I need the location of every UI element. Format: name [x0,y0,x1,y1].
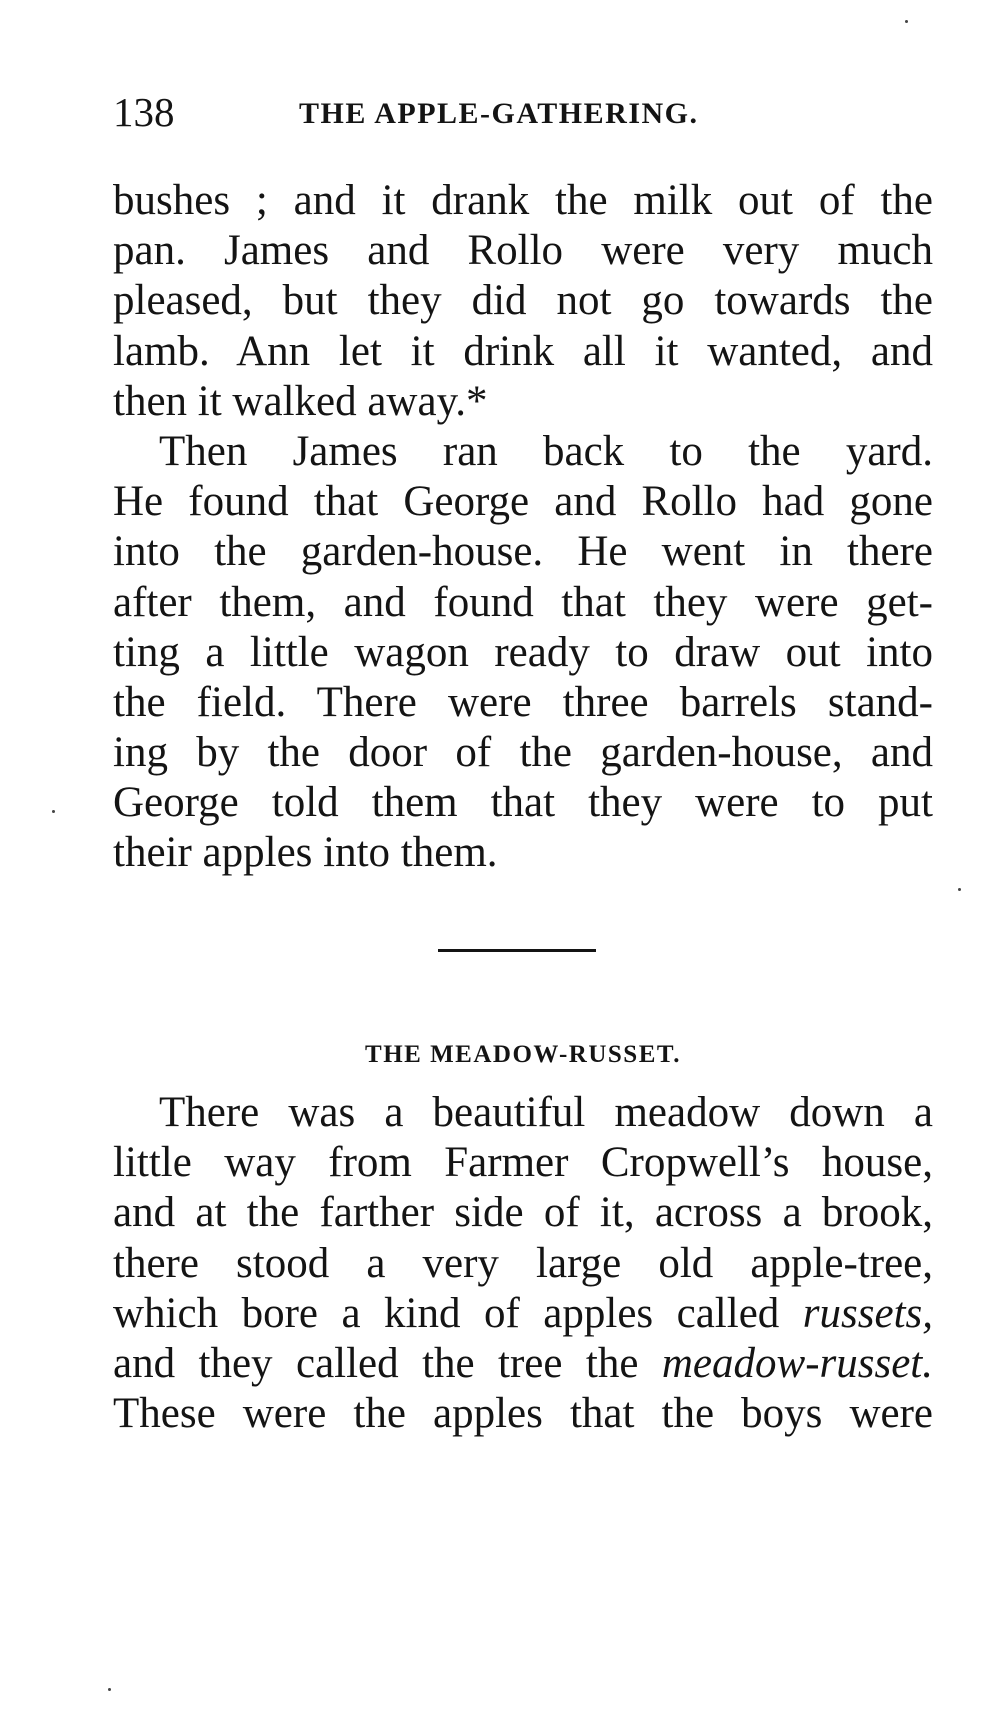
text-line: their apples into them. [113,829,498,877]
text-line: These were the apples that the boys were [113,1390,933,1438]
paragraph-block-lamb [113,176,933,879]
scan-speck [108,1688,111,1691]
text-line: then it walked away.* [113,377,488,425]
text-line: lamb. Ann let it drink all it wanted, and [113,327,933,375]
text-line: He found that George and Rollo had gone [113,478,933,526]
section-divider-rule [438,949,596,952]
scan-speck [905,20,908,23]
text-line: ting a little wagon ready to draw out into [113,628,933,676]
running-head [113,82,933,142]
paragraph-block-meadow-russet [113,1088,933,1439]
text-line: little way from Farmer Cropwell’s house, [113,1139,933,1187]
text-line: There was a beautiful meadow down a [159,1089,933,1136]
text-run: and they called the tree the [113,1339,639,1387]
text-line [113,1339,933,1389]
text-line: into the garden-house. He went in there [113,528,933,576]
italic-word-russets: russets, [802,1289,934,1337]
text-line [113,1289,933,1339]
scan-speck [52,810,55,813]
section-heading: THE MEADOW-RUSSET. [365,1041,681,1068]
scan-speck [958,888,961,891]
text-line: there stood a very large old apple-tree, [113,1239,933,1287]
text-line: bushes ; and it drank the milk out of the [113,177,933,224]
italic-word-meadow-russet: meadow-russet. [661,1339,933,1387]
text-line: pan. James and Rollo were very much [113,227,933,275]
page-number: 138 [113,89,175,135]
text-line: pleased, but they did not go towards the [113,277,933,325]
text-line: George told them that they were to put [113,779,933,827]
text-line: after them, and found that they were get- [113,578,933,626]
text-line: Then James ran back to the yard. [159,427,933,475]
text-run: which bore a kind of apples called [113,1289,780,1337]
text-line: ing by the door of the garden-house, and [113,729,933,777]
text-line: the field. There were three barrels stand- [113,678,933,726]
running-title: THE APPLE-GATHERING. [299,97,699,130]
text-line: and at the farther side of it, across a brook, [113,1189,933,1237]
